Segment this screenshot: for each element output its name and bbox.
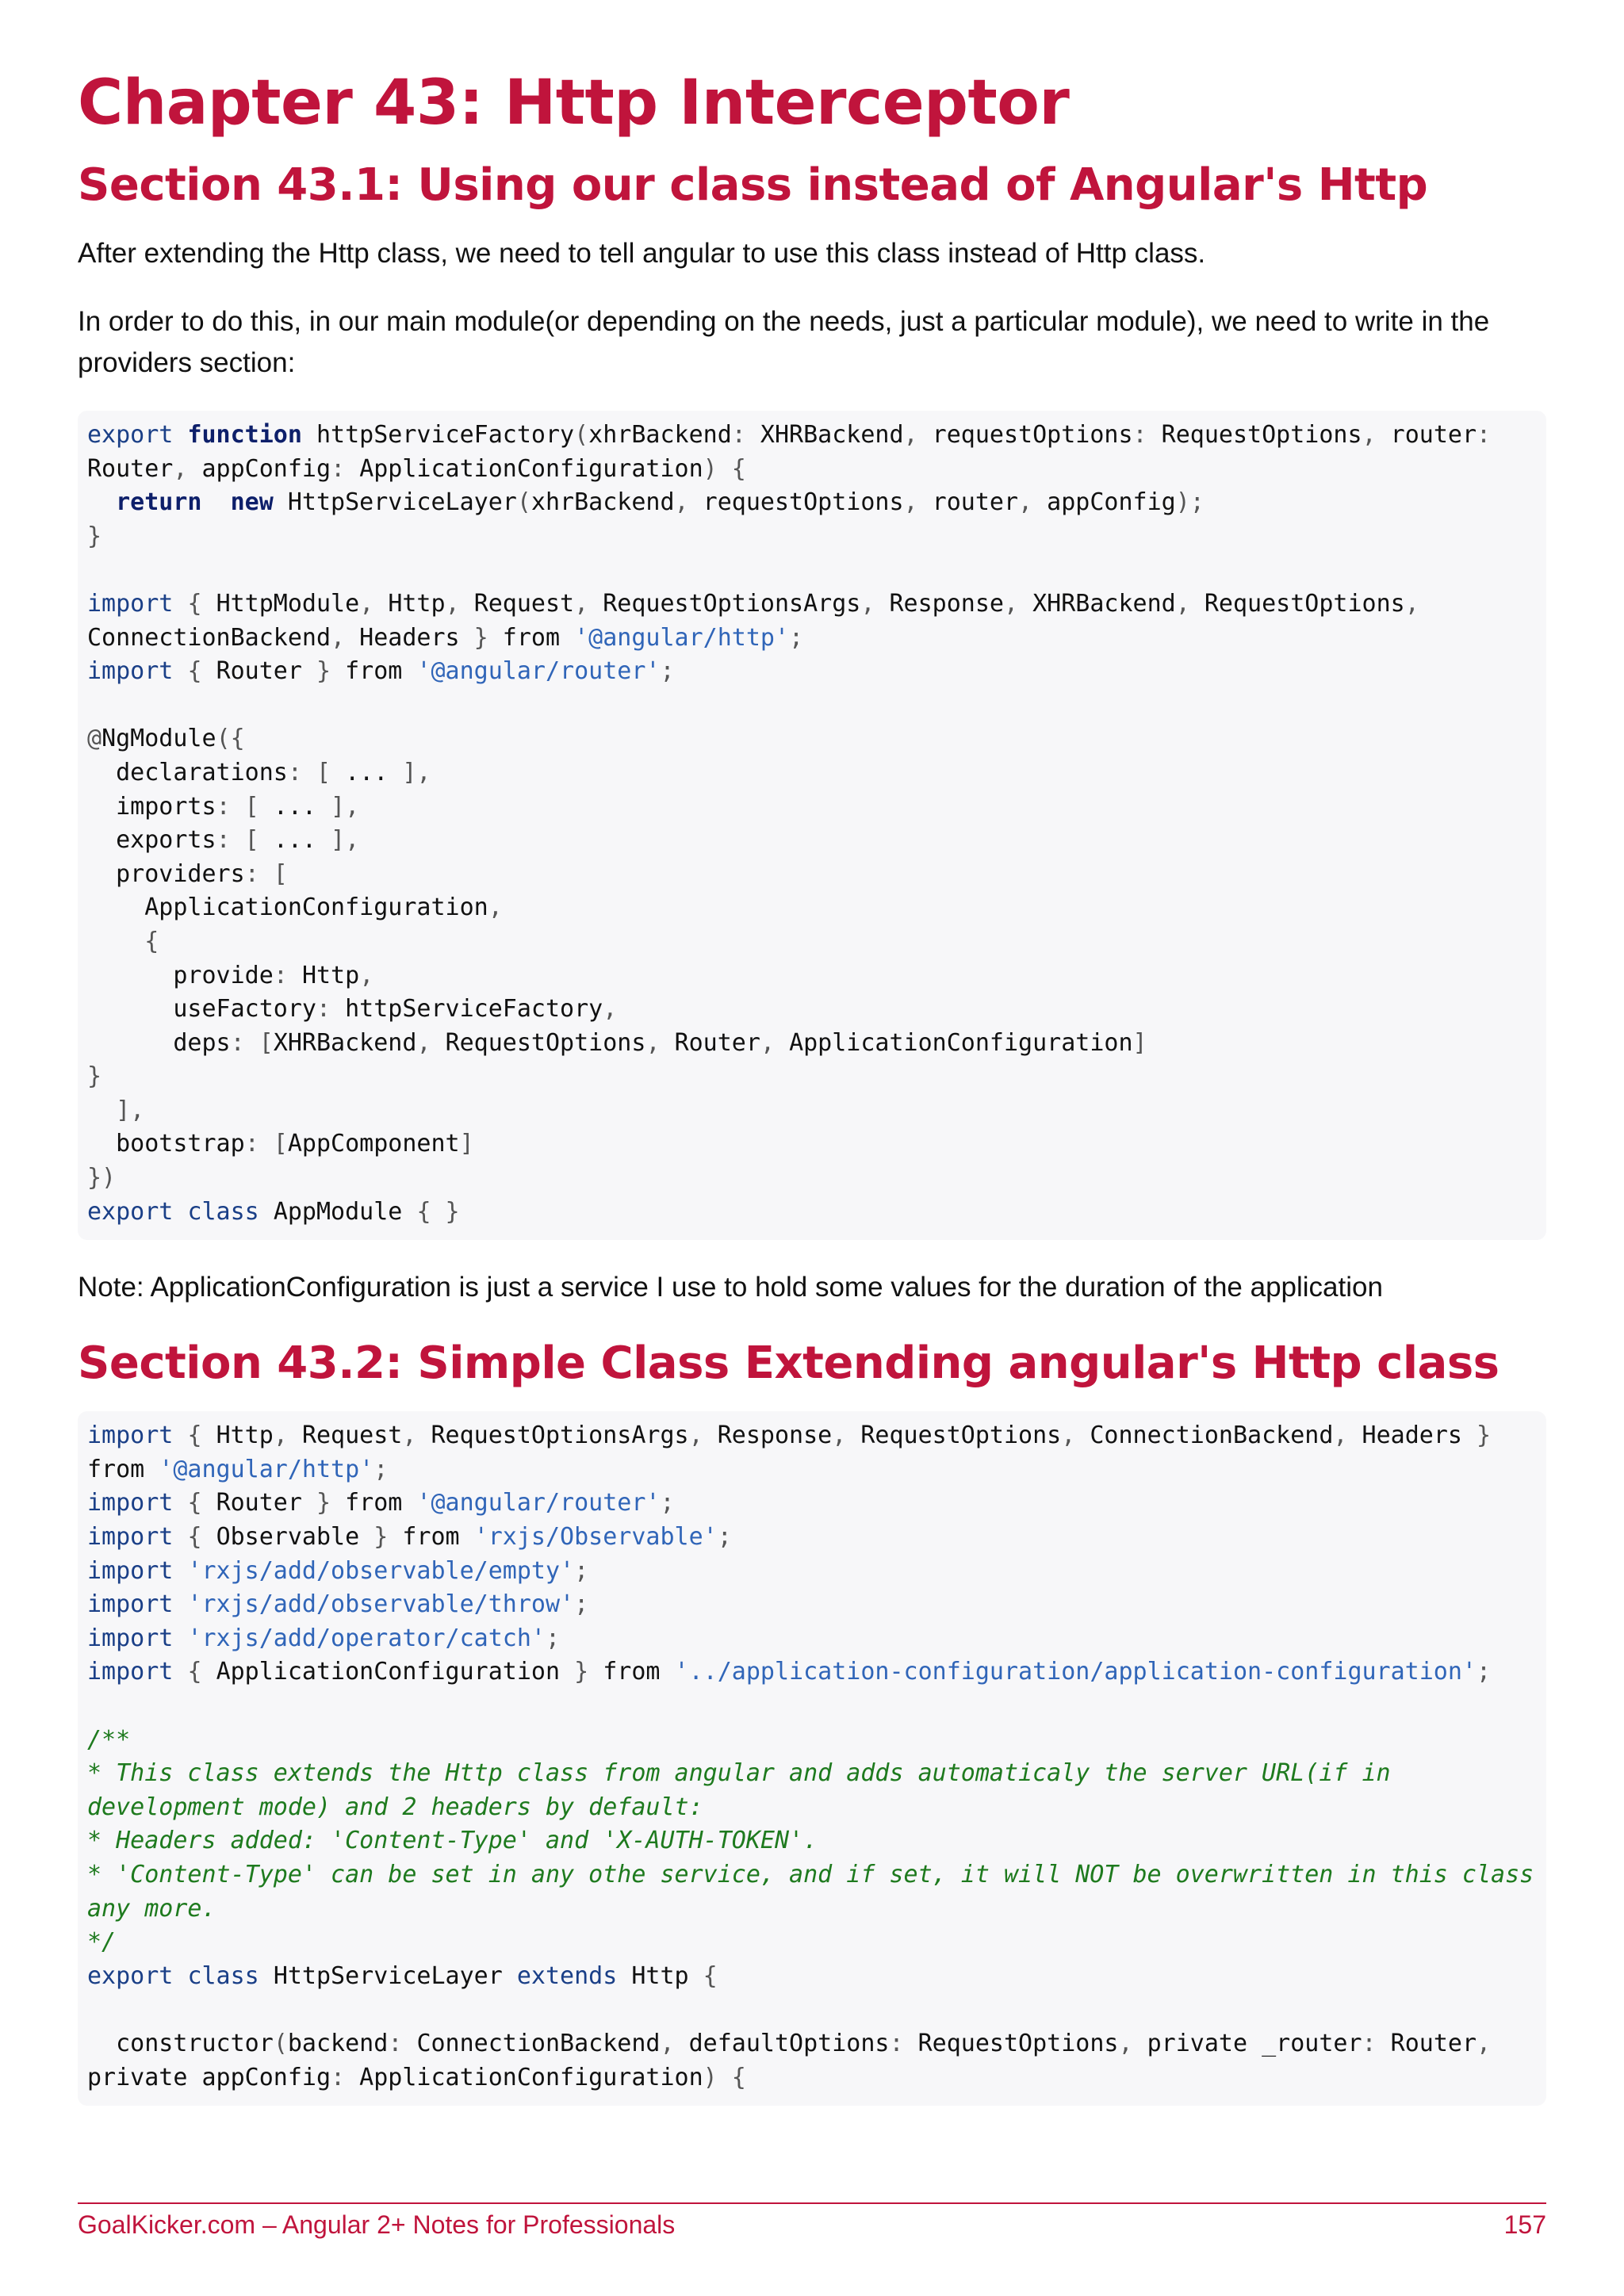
code-line [87,1655,1537,1689]
code-token: 'rxjs/add/observable/throw' [187,1590,575,1619]
code-token: requestOptions [703,488,904,517]
code-token: function [187,421,316,449]
code-token: '@angular/http' [159,1455,374,1483]
code-token: : [ [230,1028,274,1057]
code-line [87,891,1537,925]
code-token: Headers [1362,1422,1477,1450]
code-token: httpServiceFactory [345,995,603,1024]
code-token: : [ [216,826,274,855]
code-line [87,1689,1537,1724]
code-token: NgModule [102,725,216,753]
code-token: , [331,623,360,652]
code-token: , [674,488,703,517]
code-token: HttpServiceLayer [287,488,517,517]
code-token: ] [459,1130,474,1158]
code-token: import [87,1489,188,1517]
code-token: : [ [287,758,346,786]
code-token: class [187,1197,274,1226]
code-token: , [903,488,933,517]
code-token: appConfig [201,454,331,483]
code-token: from [345,1489,417,1517]
code-token: private _router [1147,2029,1362,2057]
code-token: , [574,589,603,618]
code-token: Request [473,589,575,618]
code-token: } [316,657,346,686]
code-token: ( [516,488,531,517]
code-token: { [187,1658,216,1686]
code-token: /** [87,1725,131,1754]
code-token: * This class extends the Http class from angular and adds automaticaly the server URL(if in [87,1759,1391,1788]
code-token: provide [87,961,274,989]
code-token: ; [660,1489,675,1517]
code-token: , [488,894,503,922]
code-token: ) { [703,2063,746,2091]
code-line [87,1892,1537,1927]
section-43-1-para-1: After extending the Http class, we need to tell angular to use this class instead of Http class. [78,238,1206,269]
code-token: { [187,1422,216,1450]
code-token: Request [301,1422,403,1450]
code-token: ... [345,758,389,786]
code-token [87,488,116,516]
code-token: , [1018,488,1048,517]
code-token: : [1477,421,1492,449]
code-line [87,419,1537,453]
code-token: : [316,995,346,1024]
code-token: ] [1132,1028,1147,1057]
code-token: ( [574,421,589,449]
code-token: RequestOptions [917,2029,1119,2057]
code-token: } [1477,1422,1492,1450]
code-token: , [416,1028,446,1057]
code-line [87,1161,1537,1196]
code-line [87,453,1537,487]
code-token: Response [717,1422,833,1450]
code-line [87,1960,1537,1994]
code-token: ApplicationConfiguration [87,894,488,922]
code-token: constructor [87,2029,274,2057]
code-token: RequestOptionsArgs [603,589,861,618]
code-token: export [87,1961,188,1990]
code-line [87,1993,1537,2027]
code-token: class [187,1961,274,1990]
code-token: Router [674,1028,760,1057]
code-token: , [660,2029,689,2057]
code-token: extends [516,1961,632,1990]
code-token: ... [273,826,316,855]
code-token: Http [301,961,360,989]
code-token: from [87,1455,159,1483]
code-block-ngmodule [78,411,1546,1240]
code-line [87,1622,1537,1656]
code-token: { [187,589,216,618]
code-line [87,655,1537,689]
code-token: export [87,1197,188,1226]
code-token: exports [87,826,216,855]
code-token: Router [216,1489,316,1517]
code-token: AppComponent [287,1130,460,1158]
code-line [87,722,1537,756]
code-token: * Headers added: 'Content-Type' and 'X-AUTH-TOKEN'. [87,1827,818,1855]
code-token: private appConfig [87,2063,331,2091]
code-token: defaultOptions [688,2029,890,2057]
section-43-1-title: Section 43.1: Using our class instead of Angular's Http [78,159,1428,211]
code-line [87,2027,1537,2061]
code-token: ], [87,1096,145,1124]
code-token: any more. [87,1894,216,1923]
code-line [87,1858,1537,1892]
code-line [87,1027,1537,1061]
code-token: ; [545,1624,561,1652]
code-token: ConnectionBackend [416,2029,661,2057]
code-line [87,925,1537,959]
code-token: import [87,657,188,686]
code-token: , [273,1422,302,1450]
page-number: 157 [1503,2210,1546,2239]
code-line [87,622,1537,656]
code-token: import [87,589,188,618]
code-token: httpServiceFactory [316,421,575,449]
code-token: : [331,2063,360,2091]
code-line [87,486,1537,520]
code-token: ); [1175,488,1205,517]
code-token: xhrBackend [588,421,732,449]
code-token: XHRBackend [760,421,904,449]
code-token: , [1362,421,1391,449]
code-line [87,520,1537,554]
code-token: from [345,657,417,686]
code-line [87,959,1537,993]
code-token: , [1477,2029,1492,2057]
code-token: Headers [359,623,474,652]
code-line [87,553,1537,587]
code-token: ( [273,2029,288,2057]
code-token: : [ [244,859,288,888]
code-token: { [703,1961,718,1990]
code-token: Http [631,1961,703,1990]
code-token: ({ [216,725,245,753]
code-token: ... [273,792,316,821]
code-line [87,587,1537,622]
code-token: , [173,454,202,483]
code-token: useFactory [87,995,316,1024]
code-token: { [187,1489,216,1517]
code-line [87,1127,1537,1161]
code-line [87,756,1537,790]
code-token: ; [660,657,675,686]
code-token: : [331,454,360,483]
section-43-1-para-2: In order to do this, in our main module(or depending on the needs, just a particular module), we need to write in the providers section: [78,306,1490,378]
code-token: : [889,2029,918,2057]
code-token: { } [416,1197,460,1226]
code-token: requestOptions [932,421,1133,449]
code-token: : [273,961,302,989]
code-token: */ [87,1928,117,1957]
code-token: XHRBackend [273,1028,417,1057]
code-token: , [359,589,389,618]
code-line [87,1588,1537,1622]
code-token: , [760,1028,790,1057]
code-token: , [1333,1422,1362,1450]
code-token: Http [388,589,446,618]
chapter-title: Chapter 43: Http Interceptor [78,67,1070,139]
code-token: , [860,589,890,618]
code-token: : [388,2029,417,2057]
code-line [87,993,1537,1027]
code-token: RequestOptions [860,1422,1062,1450]
code-token: ; [574,1556,589,1585]
code-token: ) { [703,454,746,483]
code-line [87,1060,1537,1094]
code-token: : [ [216,792,274,821]
code-line [87,1824,1537,1858]
code-line [87,790,1537,825]
code-token: Router [1390,2029,1477,2057]
code-token: : [731,421,760,449]
code-token: ; [574,1590,589,1619]
code-token: , [402,1422,431,1450]
code-token: } [316,1489,346,1517]
code-token: RequestOptions [445,1028,646,1057]
code-token: ], [316,826,360,855]
code-token: , [645,1028,675,1057]
code-token: ], [316,792,360,821]
code-token: deps [87,1028,231,1057]
code-token: RequestOptions [1204,589,1405,618]
code-token: Response [889,589,1004,618]
code-token: }) [87,1164,117,1192]
code-line [87,824,1537,858]
code-token: XHRBackend [1032,589,1176,618]
code-line [87,1724,1537,1758]
code-line [87,2061,1537,2095]
code-token: HttpModule [216,589,360,618]
code-token: 'rxjs/add/observable/empty' [187,1556,575,1585]
code-token: import [87,1658,188,1686]
code-token: xhrBackend [530,488,675,517]
code-token: } [473,623,503,652]
code-token: import [87,1624,188,1652]
code-token: ApplicationConfiguration [359,454,703,483]
code-token: declarations [87,758,288,786]
code-token: import [87,1590,188,1619]
code-token: imports [87,792,216,821]
code-token: , [903,421,933,449]
code-token: @ [87,725,102,753]
code-token: } [373,1523,403,1552]
code-token: } [574,1658,603,1686]
code-token: , [832,1422,861,1450]
code-token: router [932,488,1019,517]
code-token: '@angular/http' [574,623,790,652]
code-token: import [87,1523,188,1552]
code-token: , [688,1422,718,1450]
code-line [87,1521,1537,1555]
code-token: , [1118,2029,1147,2057]
code-token: Router [87,454,174,483]
code-block-http-service-layer [78,1411,1546,2106]
code-line [87,1757,1537,1791]
code-token: Router [216,657,316,686]
code-token: , [445,589,474,618]
code-token: return new [116,488,288,517]
code-token: } [87,522,102,550]
code-token: { [187,657,216,686]
code-token: ApplicationConfiguration [216,1658,575,1686]
code-token: : [ [244,1130,288,1158]
code-token: RequestOptionsArgs [431,1422,689,1450]
code-token: export [87,421,188,449]
code-token: providers [87,859,245,888]
code-line [87,1196,1537,1230]
code-token: HttpServiceLayer [273,1961,517,1990]
code-token: development mode) and 2 headers by default: [87,1793,703,1821]
code-token: } [87,1062,102,1091]
code-token: RequestOptions [1161,421,1362,449]
code-token: backend [287,2029,389,2057]
code-token: AppModule [273,1197,417,1226]
section-43-2-title: Section 43.2: Simple Class Extending angular's Http class [78,1337,1500,1390]
code-token: Http [216,1422,274,1450]
code-line [87,1453,1537,1487]
code-line [87,689,1537,723]
code-token: ; [373,1455,389,1483]
code-token: ConnectionBackend [1090,1422,1334,1450]
code-token: { [187,1523,216,1552]
code-token: * 'Content-Type' can be set in any othe service, and if set, it will NOT be overwritten in this class [87,1860,1534,1888]
code-token: : [1362,2029,1391,2057]
code-token: , [603,995,618,1024]
code-token: '../application-configuration/application-configuration' [674,1658,1477,1686]
code-token: ; [789,623,804,652]
page-content [78,63,1546,2133]
code-token: , [1003,589,1033,618]
code-token: Observable [216,1523,374,1552]
code-token: ApplicationConfiguration [359,2063,703,2091]
code-token: '@angular/router' [416,1489,661,1517]
code-token: bootstrap [87,1130,245,1158]
code-token: ; [717,1523,732,1552]
code-token: appConfig [1047,488,1176,517]
section-43-1-note: Note: ApplicationConfiguration is just a service I use to hold some values for the duration of the application [78,1272,1383,1303]
footer-source-link[interactable]: GoalKicker.com – Angular 2+ Notes for Professionals [78,2210,676,2239]
code-token: ], [388,758,431,786]
code-token: 'rxjs/Observable' [473,1523,718,1552]
code-line [87,1094,1537,1128]
code-token: ApplicationConfiguration [789,1028,1133,1057]
code-token: { [87,927,159,955]
code-line [87,858,1537,892]
code-line [87,1791,1537,1825]
code-token: from [502,623,575,652]
code-token: ConnectionBackend [87,623,331,652]
code-token: : [1132,421,1162,449]
code-token: '@angular/router' [416,657,661,686]
code-token: ; [1477,1658,1492,1686]
code-token: router [1390,421,1477,449]
code-token: 'rxjs/add/operator/catch' [187,1624,546,1652]
code-token: , [1404,589,1419,618]
code-token: import [87,1422,188,1450]
code-line [87,1926,1537,1960]
code-line [87,1419,1537,1453]
code-token: , [1061,1422,1090,1450]
code-token: , [359,961,374,989]
code-token: , [1175,589,1205,618]
code-line [87,1487,1537,1521]
code-token: from [603,1658,675,1686]
code-line [87,1555,1537,1589]
page-footer [78,2202,1546,2240]
code-token: import [87,1556,188,1585]
code-token: from [402,1523,474,1552]
